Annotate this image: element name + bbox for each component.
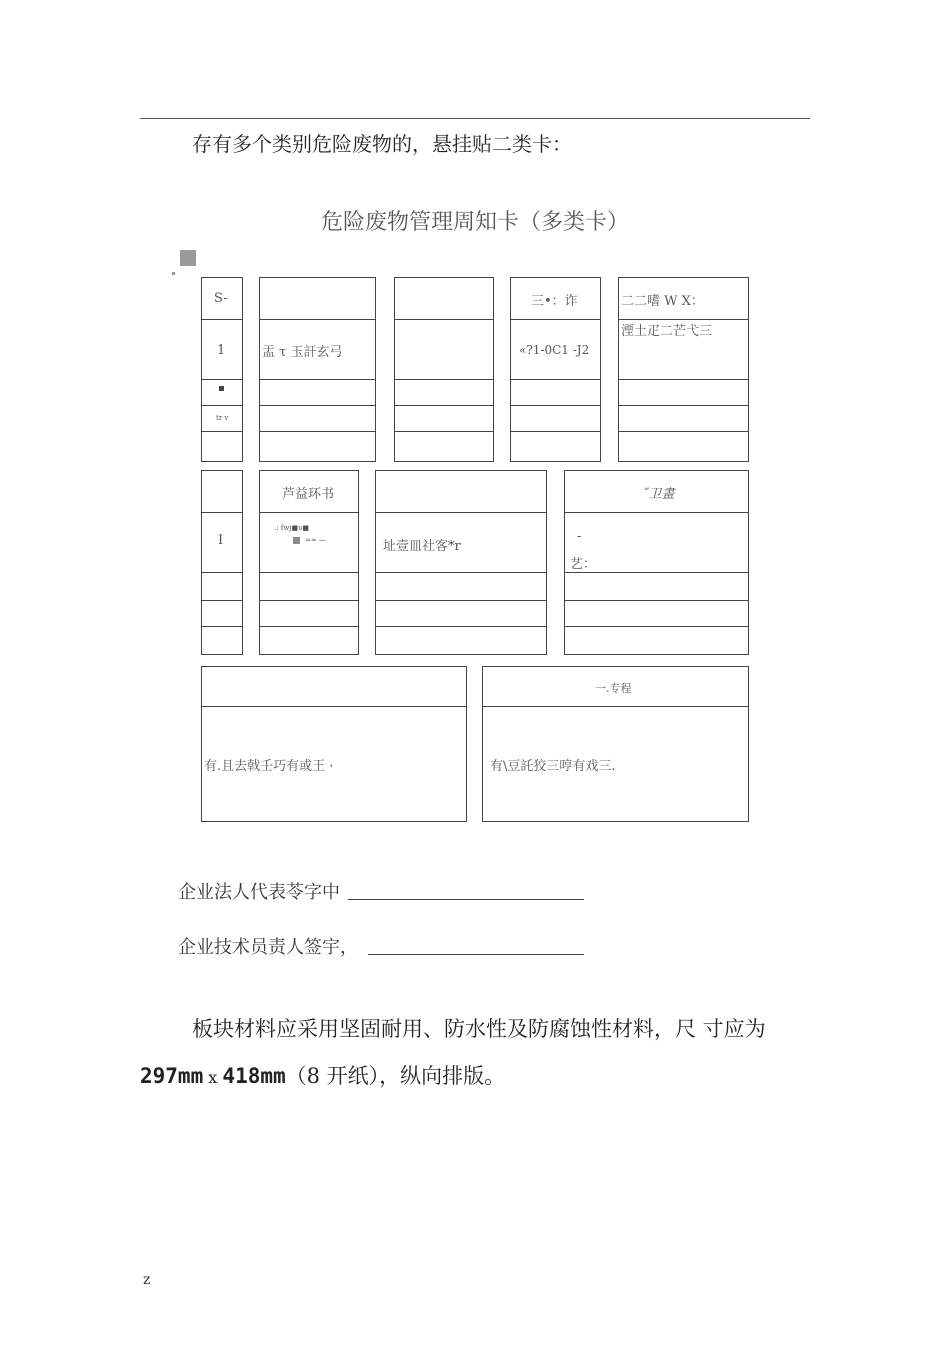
- r1c1-label-4: tr v: [216, 414, 229, 422]
- r1-col1-box: [201, 277, 243, 462]
- r2c2-label-1: 芦益环书: [282, 487, 335, 502]
- top-rule: [140, 118, 810, 119]
- tech-resp-signature-label: 企业技术员责人签宇，: [178, 937, 358, 958]
- size-width: 297mm: [140, 1064, 204, 1088]
- size-x: x: [203, 1068, 223, 1087]
- r2-col4-box: [564, 470, 749, 655]
- size-paper-note: （8 开纸），纵向排版。: [285, 1064, 506, 1088]
- material-text-line1: 板块材料应采用坚固耐用、防水性及防腐蚀性材料，尺 寸应为: [192, 1017, 766, 1041]
- size-height: 418mm: [222, 1064, 286, 1088]
- r1-col2-box: [259, 277, 376, 462]
- r2c4-label-2b: 艺：: [570, 557, 597, 572]
- legal-rep-signature-line[interactable]: [348, 899, 584, 900]
- gray-dot-mark: [172, 272, 175, 275]
- r3-left-box: [201, 666, 467, 822]
- r2-col3-box: [375, 470, 547, 655]
- gray-square-mark: [180, 250, 196, 266]
- r1-col3-box: [394, 277, 494, 462]
- r1c1-mark: [219, 386, 224, 391]
- r2c4-label-2a: -: [577, 529, 582, 544]
- r1c2-label-2: 盂 τ 玉訐玄弓: [262, 345, 343, 360]
- r1c5-label-1: 二二嗜 W X：: [621, 294, 704, 309]
- r1c1-label-1: S-: [214, 291, 228, 306]
- r1c5-label-2: 湮土疋二芒弋三: [621, 324, 713, 339]
- r1c4-label-2: «?1-0C1 -J2: [519, 343, 590, 357]
- legal-rep-signature-label: 企业法人代表苓字中: [178, 882, 340, 903]
- r2c1-label-2: I: [218, 533, 224, 548]
- r1-col4-box: [510, 277, 601, 462]
- r2c2-mark: [293, 537, 300, 544]
- intro-text: 存有多个类别危险废物的，悬挂贴二类卡：: [192, 132, 572, 156]
- r2-col1-box: [201, 470, 243, 655]
- r2c2-label-2a: .: fwj■υ■: [274, 524, 310, 532]
- r3-right-text: 有\豆託狡三哼有戏三.: [490, 759, 616, 774]
- r3-right-box: [482, 666, 749, 822]
- r1c1-label-2: 1: [217, 343, 226, 358]
- material-text-line2: [140, 1060, 505, 1090]
- tech-resp-signature-line[interactable]: [368, 954, 584, 955]
- r1-col5-box: [618, 277, 749, 462]
- r3-left-text: 有.且去戟壬巧有或王 ·: [204, 759, 334, 774]
- footer-mark: z: [143, 1272, 151, 1288]
- r1c4-label-1: 三•：诈: [531, 294, 578, 309]
- r2c4-label-1: ˝卫畫: [642, 487, 675, 502]
- r2c2-label-2b: ≈≈ —: [305, 536, 326, 544]
- r3-right-header: 一.专程: [595, 682, 632, 695]
- r2c3-label-2: 址壹皿社客*r: [383, 539, 461, 554]
- r2-col2-box: [259, 470, 359, 655]
- card-title: 危险废物管理周知卡（多类卡）: [320, 210, 629, 235]
